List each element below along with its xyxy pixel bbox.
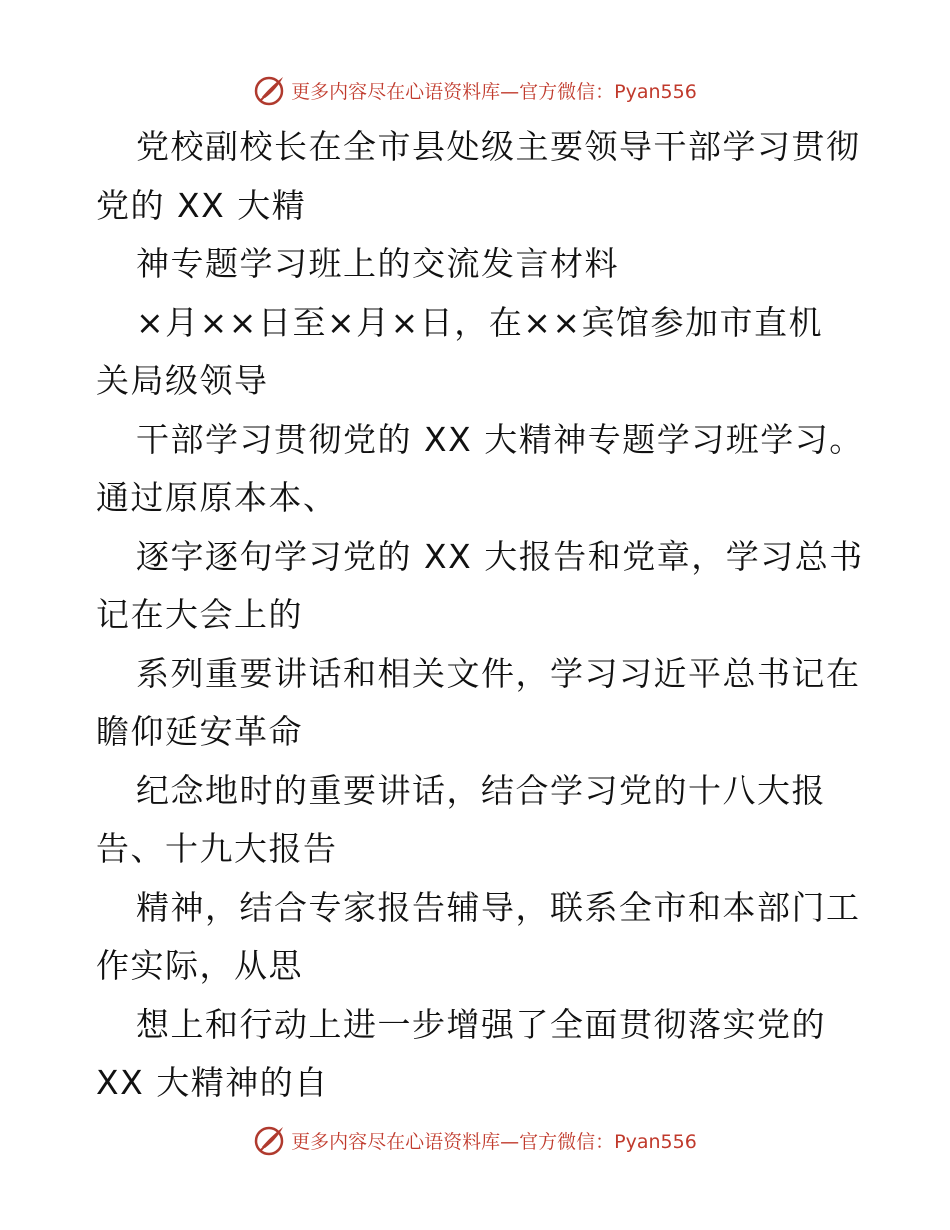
quill-logo-icon [253, 1123, 287, 1157]
text-line: 瞻仰延安革命 [96, 712, 303, 751]
quill-logo-icon [253, 73, 287, 107]
text-line: 干部学习贯彻党的 XX 大精神专题学习班学习。 [136, 419, 864, 459]
text-line: XX 大精神的自 [96, 1063, 329, 1102]
banner-text: 更多内容尽在心语资料库—官方微信：Pyan556 [291, 1130, 697, 1153]
text-line: 党校副校长在全市县处级主要领导干部学习贯彻 [136, 127, 861, 166]
text-line: 通过原原本本、 [96, 478, 338, 517]
text-line: 告、十九大报告 [96, 829, 338, 868]
text-line: 关局级领导 [96, 361, 269, 400]
footer-banner [0, 1120, 950, 1160]
text-line: 想上和行动上进一步增强了全面贯彻落实党的 [136, 1004, 826, 1044]
header-banner [0, 70, 950, 110]
text-line: 神专题学习班上的交流发言材料 [136, 244, 619, 283]
text-line: 逐字逐句学习党的 XX 大报告和党章，学习总书 [136, 536, 864, 576]
text-line: 纪念地时的重要讲话，结合学习党的十八大报 [136, 770, 826, 810]
text-line: 记在大会上的 [96, 595, 303, 634]
document-body [96, 118, 864, 1113]
banner-text: 更多内容尽在心语资料库—官方微信：Pyan556 [291, 80, 697, 103]
text-line: 精神，结合专家报告辅导，联系全市和本部门工 [136, 887, 861, 927]
text-line: ×月××日至×月×日，在××宾馆参加市直机 [136, 302, 824, 342]
text-line: 党的 XX 大精 [96, 185, 307, 225]
text-line: 作实际，从思 [96, 946, 303, 985]
text-line: 系列重要讲话和相关文件，学习习近平总书记在 [136, 653, 861, 693]
